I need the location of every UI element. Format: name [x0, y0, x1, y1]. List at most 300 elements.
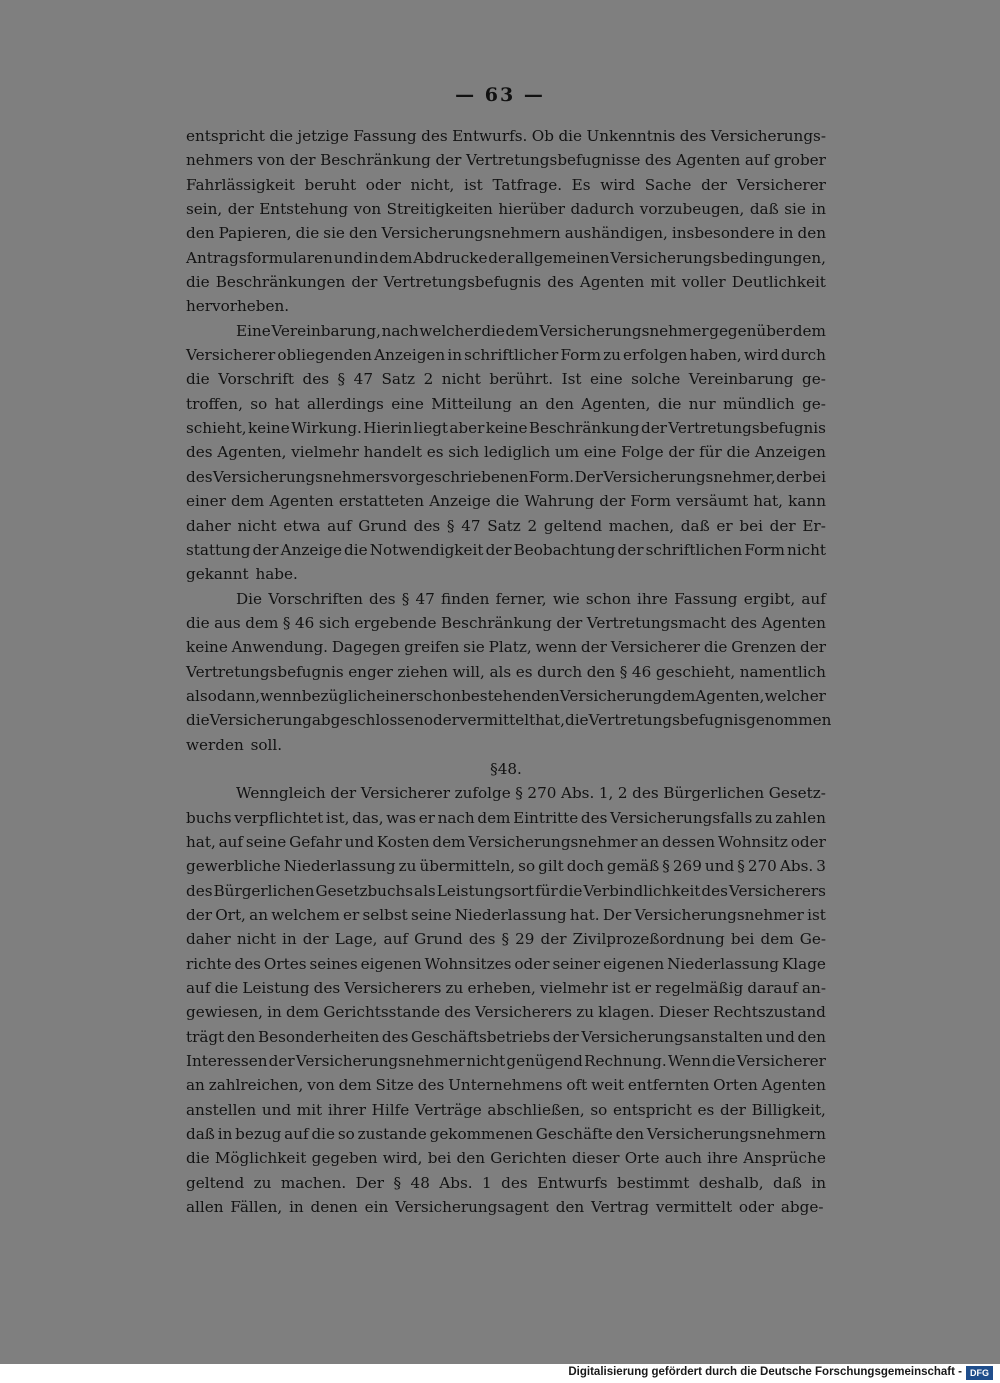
word: bei [802, 467, 826, 486]
word: ge- [802, 370, 826, 389]
word: so [518, 857, 536, 876]
word: ist [464, 175, 483, 194]
word: ihre [637, 589, 668, 608]
text-line [186, 367, 826, 391]
word: gegeben [311, 1149, 378, 1168]
word: den [615, 1125, 645, 1144]
word: 48. [497, 759, 522, 778]
word: bestehenden [461, 686, 560, 705]
word: dem [379, 248, 413, 267]
word: Ob [531, 127, 554, 145]
word: den [226, 1027, 256, 1046]
word: und [344, 832, 374, 851]
word: durch [537, 662, 583, 681]
word: 1, [598, 784, 614, 803]
text-line [186, 611, 826, 635]
word: keine [485, 419, 528, 438]
word: Unternehmens [448, 1076, 563, 1095]
word: des [369, 589, 396, 608]
word: Versicherungsbedingungen, [610, 248, 826, 267]
word: den [456, 1149, 485, 1168]
word: ergebende [354, 613, 437, 632]
word: Vertretungsbefugnis [668, 419, 826, 438]
word: allen [186, 1198, 224, 1217]
word: Besonderheiten [257, 1027, 380, 1046]
word: Wahrung [524, 492, 595, 511]
word: bei [739, 516, 763, 535]
word: § [619, 662, 628, 681]
word: sein, [186, 200, 223, 219]
word: Abs. [560, 784, 595, 803]
word: des [468, 930, 496, 949]
text-line [186, 173, 826, 197]
word: Versicherung [209, 711, 312, 730]
word: § [393, 1173, 402, 1192]
word: regelmäßig [655, 979, 744, 998]
word: beruht [304, 175, 357, 194]
text-line [186, 903, 826, 927]
word: haben, [689, 346, 742, 365]
word: die [186, 1149, 210, 1168]
word: der [302, 930, 329, 949]
word: und [333, 248, 363, 267]
text-line [186, 830, 826, 854]
word: bezug [235, 1125, 282, 1144]
word: der [800, 638, 826, 657]
word: vermittelt [458, 711, 536, 730]
word: § [401, 589, 410, 608]
word: des [701, 881, 728, 900]
word: es [697, 1100, 715, 1119]
word: in [811, 1173, 826, 1192]
word: der [485, 540, 512, 559]
word: des [186, 467, 213, 486]
word: trägt [186, 1027, 225, 1046]
word: geschieht, [655, 662, 736, 681]
text-line [186, 392, 826, 416]
word: nur [688, 394, 716, 413]
word: zu [253, 1173, 272, 1192]
word: des [421, 127, 448, 145]
word: Form. [528, 467, 575, 486]
word: 47 [415, 589, 435, 608]
word: für [699, 443, 722, 462]
word: ihrer [327, 1100, 366, 1119]
word: geltend [543, 516, 603, 535]
text-line [186, 465, 826, 489]
word: Folge [621, 443, 664, 462]
word: entspricht [186, 127, 265, 145]
word: zu [445, 979, 464, 998]
word: die [344, 540, 368, 559]
word: daß [772, 1173, 802, 1192]
word: Eine [236, 321, 271, 340]
word: des [632, 784, 659, 803]
word: der [640, 419, 667, 438]
word: 2 [527, 516, 538, 535]
word: Form [630, 492, 671, 511]
word: Ansprüche [743, 1149, 826, 1168]
word: Lage, [334, 930, 378, 949]
text-line [186, 489, 826, 513]
word: des [444, 1003, 471, 1022]
word: er [634, 979, 652, 998]
word: ge- [802, 394, 826, 413]
word: oder [423, 711, 459, 730]
word: Versicherungsanstalten [581, 1027, 763, 1046]
word: Agenten [675, 151, 741, 170]
word: in [282, 930, 297, 949]
word: Notwendigkeit [369, 540, 484, 559]
text-line [186, 854, 826, 878]
word: weit [591, 1076, 625, 1095]
word: abschließen, [487, 1100, 585, 1119]
word: berührt. [489, 370, 554, 389]
text-line [186, 733, 826, 757]
word: Bürgerlichen [213, 881, 315, 900]
word: eine [583, 443, 617, 462]
word: und [704, 857, 735, 876]
word: auf [327, 516, 352, 535]
word: auf [801, 589, 826, 608]
word: sie [463, 638, 485, 657]
word: mit [296, 1100, 323, 1119]
word: die [558, 127, 583, 145]
word: nicht [236, 930, 276, 949]
word: oder [365, 175, 401, 194]
word: Vertretungsmacht [586, 613, 727, 632]
word: der [330, 784, 357, 803]
word: auf [744, 151, 770, 170]
word: etwa [283, 516, 321, 535]
word: Beschränkung [441, 613, 552, 632]
word: keine [186, 638, 228, 657]
word: werden [186, 735, 244, 754]
word: Versicherungsnehmer [295, 1052, 466, 1071]
word: Versicherungsnehmern [646, 1125, 826, 1144]
word: ein [364, 1198, 389, 1217]
word: enger [348, 662, 393, 681]
word: wird [743, 346, 779, 365]
word: nicht [786, 540, 826, 559]
word: welcher [764, 686, 826, 705]
word: Wirkung. [291, 419, 362, 438]
word: 2 [423, 370, 434, 389]
word: 47 [353, 370, 373, 389]
word: Verträge [414, 1100, 482, 1119]
word: was [386, 808, 417, 827]
word: zustande [357, 1125, 427, 1144]
word: Entwurfs [537, 1173, 608, 1192]
word: Beschränkungen [215, 273, 346, 292]
word: sich [318, 613, 350, 632]
word: nach [437, 808, 475, 827]
word: welcher [419, 321, 481, 340]
word: des [413, 516, 441, 535]
word: hat [274, 394, 300, 413]
word: dem [338, 1076, 372, 1095]
word: oft [566, 1076, 588, 1095]
word: Versicherer [736, 1052, 826, 1071]
word: abge- [780, 1198, 824, 1217]
word: hat, [535, 711, 565, 730]
word: daher [186, 516, 231, 535]
word: gekannt [186, 565, 249, 584]
text-line [186, 514, 826, 538]
word: Fassung [353, 127, 417, 145]
word: Abs. [439, 1173, 473, 1192]
word: entfernten [627, 1076, 710, 1095]
word: Vorschriften [268, 589, 363, 608]
word: des [381, 1027, 409, 1046]
word: Ort, [215, 906, 246, 924]
section-heading [186, 757, 826, 781]
word: die [186, 370, 210, 389]
word: in [778, 224, 794, 243]
word: buchs [186, 808, 232, 827]
word: habe. [255, 565, 298, 584]
word: stattung [186, 540, 251, 559]
word: der [435, 151, 462, 170]
word: der [289, 151, 316, 170]
word: Papieren, [218, 224, 292, 243]
word: ist [807, 906, 826, 924]
word: Satz [381, 370, 416, 389]
text-line [186, 1171, 826, 1195]
word: ist [611, 979, 631, 998]
word: des [580, 808, 608, 827]
word: Streitigkeiten [386, 200, 493, 219]
word: oder [738, 1198, 775, 1217]
word: abgeschlossen [311, 711, 424, 730]
word: der [580, 638, 607, 657]
word: erheben, [467, 979, 536, 998]
word: Grund [358, 516, 407, 535]
word: aber [449, 419, 485, 438]
word: der [351, 273, 378, 292]
word: Gesetzbuchs [315, 881, 414, 900]
text-line [186, 587, 826, 611]
word: hat, [186, 832, 216, 851]
word: schon [585, 589, 631, 608]
word: die [703, 638, 728, 657]
word: Hierin [363, 419, 413, 438]
word: Dagegen [331, 638, 401, 657]
word: Platz, [488, 638, 532, 657]
word: Verbindlichkeit [583, 881, 701, 900]
word: die [481, 321, 505, 340]
word: Ge- [799, 930, 826, 949]
word: keine [247, 419, 290, 438]
word: Versicherungsnehmern [381, 224, 561, 243]
word: Vereinbarung, [271, 321, 381, 340]
text-line [186, 246, 826, 270]
word: der [268, 1052, 295, 1071]
word: Tatfrage. [492, 175, 563, 194]
word: Orten [713, 1076, 758, 1095]
word: mit [650, 273, 676, 292]
word: Vertrag [591, 1198, 649, 1217]
word: Versicherers [344, 979, 442, 998]
word: bezüglich [301, 686, 376, 705]
word: 46 [295, 613, 315, 632]
word: Versicherungsfalls [610, 808, 753, 827]
word: den [348, 224, 378, 243]
word: richte [186, 954, 232, 973]
word: 29 [515, 930, 535, 949]
word: genommen [746, 711, 832, 730]
word: 270 [747, 857, 777, 876]
word: deshalb, [698, 1173, 764, 1192]
word: 3 [816, 857, 826, 876]
word: daß [680, 516, 710, 535]
word: Sitze [375, 1076, 414, 1095]
word: auf [186, 979, 211, 998]
word: Eintritte [513, 808, 579, 827]
word: vorgeschriebenen [390, 467, 529, 486]
word: also [186, 686, 217, 705]
word: von [353, 200, 382, 219]
word: versäumt [676, 492, 749, 511]
word: den [797, 224, 826, 243]
word: der [617, 540, 644, 559]
word: Mitteilung [431, 394, 512, 413]
footer-bar [0, 1364, 1000, 1383]
word: denen [310, 1198, 358, 1217]
word: ziehen [397, 662, 448, 681]
text-line [186, 976, 826, 1000]
word: 46 [631, 662, 652, 681]
word: sie [323, 224, 345, 243]
word: namentlich [739, 662, 826, 681]
word: Anzeige [429, 492, 491, 511]
word: Versicherung [559, 686, 663, 705]
text-line [186, 1073, 826, 1097]
word: Gesetz- [768, 784, 826, 803]
word: auf [284, 1125, 309, 1144]
word: die [657, 394, 682, 413]
word: in [217, 1125, 233, 1144]
word: Versicherer [360, 784, 451, 803]
word: des [186, 881, 213, 900]
word: von [307, 1076, 335, 1095]
word: kann [788, 492, 826, 511]
word: Billigkeit, [751, 1100, 826, 1119]
text-line [186, 538, 826, 562]
word: Versicherungsnehmer [539, 321, 709, 340]
word: oder [790, 832, 826, 851]
word: grober [773, 151, 826, 170]
word: Fahrlässigkeit [186, 175, 295, 194]
word: Wenn [667, 1052, 711, 1071]
word: die [558, 881, 583, 900]
word: so [337, 1125, 355, 1144]
word: Vertretungsbefugnis [588, 711, 747, 730]
word: seine [411, 906, 452, 924]
word: dem [285, 1003, 320, 1022]
word: das, [352, 808, 384, 827]
word: Niederlassung [667, 954, 779, 973]
word: er [343, 906, 360, 924]
word: der [252, 540, 279, 559]
word: dem [760, 930, 794, 949]
word: Leistung [242, 979, 310, 998]
word: zu [398, 857, 417, 876]
word: erfolgen [623, 346, 688, 365]
word: Beschränkung [320, 151, 431, 170]
word: an [186, 1076, 205, 1095]
word: dem [432, 832, 466, 851]
word: Agenten, [695, 686, 765, 705]
word: Form [744, 540, 785, 559]
word: den [555, 1198, 585, 1217]
text-line [186, 1049, 826, 1073]
word: nicht [237, 516, 277, 535]
word: Agenten, [217, 443, 287, 462]
word: den [797, 1027, 826, 1046]
word: durch [780, 346, 826, 365]
word: soll. [250, 735, 283, 754]
text-line [186, 1195, 826, 1219]
word: Anzeigen [754, 443, 826, 462]
word: dem [505, 321, 539, 340]
word: doch [566, 857, 604, 876]
word: auf [218, 832, 244, 851]
dfg-logo: DFG [966, 1366, 993, 1380]
text-line [186, 1025, 826, 1049]
text-line [186, 781, 826, 805]
word: Versicherer [186, 346, 276, 365]
word: daher [186, 930, 231, 949]
word: des [730, 613, 758, 632]
word: Fassung [674, 589, 738, 608]
word: erstatteten [338, 492, 425, 511]
word: die [564, 711, 589, 730]
word: bei [730, 930, 755, 949]
word: § [737, 857, 745, 876]
word: gegenüber [709, 321, 793, 340]
text-line [186, 270, 826, 294]
word: des [501, 1173, 528, 1192]
word: Wenngleich [236, 784, 326, 803]
word: Geschäfte [535, 1125, 613, 1144]
word: 47 [461, 516, 481, 535]
word: der [227, 200, 254, 219]
word: Wohnsitz [717, 832, 788, 851]
word: obliegenden [277, 346, 372, 365]
word: die [269, 127, 293, 145]
word: der [186, 906, 212, 924]
word: dessen [662, 832, 716, 851]
word: Antragsformularen [186, 248, 333, 267]
word: der [719, 1100, 746, 1119]
word: nicht [441, 370, 481, 389]
word: dann, [216, 686, 261, 705]
word: § [446, 516, 455, 535]
text-line [186, 343, 826, 367]
word: des [302, 370, 330, 389]
word: ist, [325, 808, 350, 827]
word: 269 [672, 857, 702, 876]
word: klagen. [598, 1003, 655, 1022]
word: Interessen [186, 1052, 268, 1071]
text-line [186, 562, 826, 586]
word: Vertretungsbefugnis [383, 273, 542, 292]
word: Wohnsitzes [424, 954, 512, 973]
word: Vereinbarung [688, 370, 794, 389]
word: Fällen, [230, 1198, 283, 1217]
word: Es [571, 175, 591, 194]
